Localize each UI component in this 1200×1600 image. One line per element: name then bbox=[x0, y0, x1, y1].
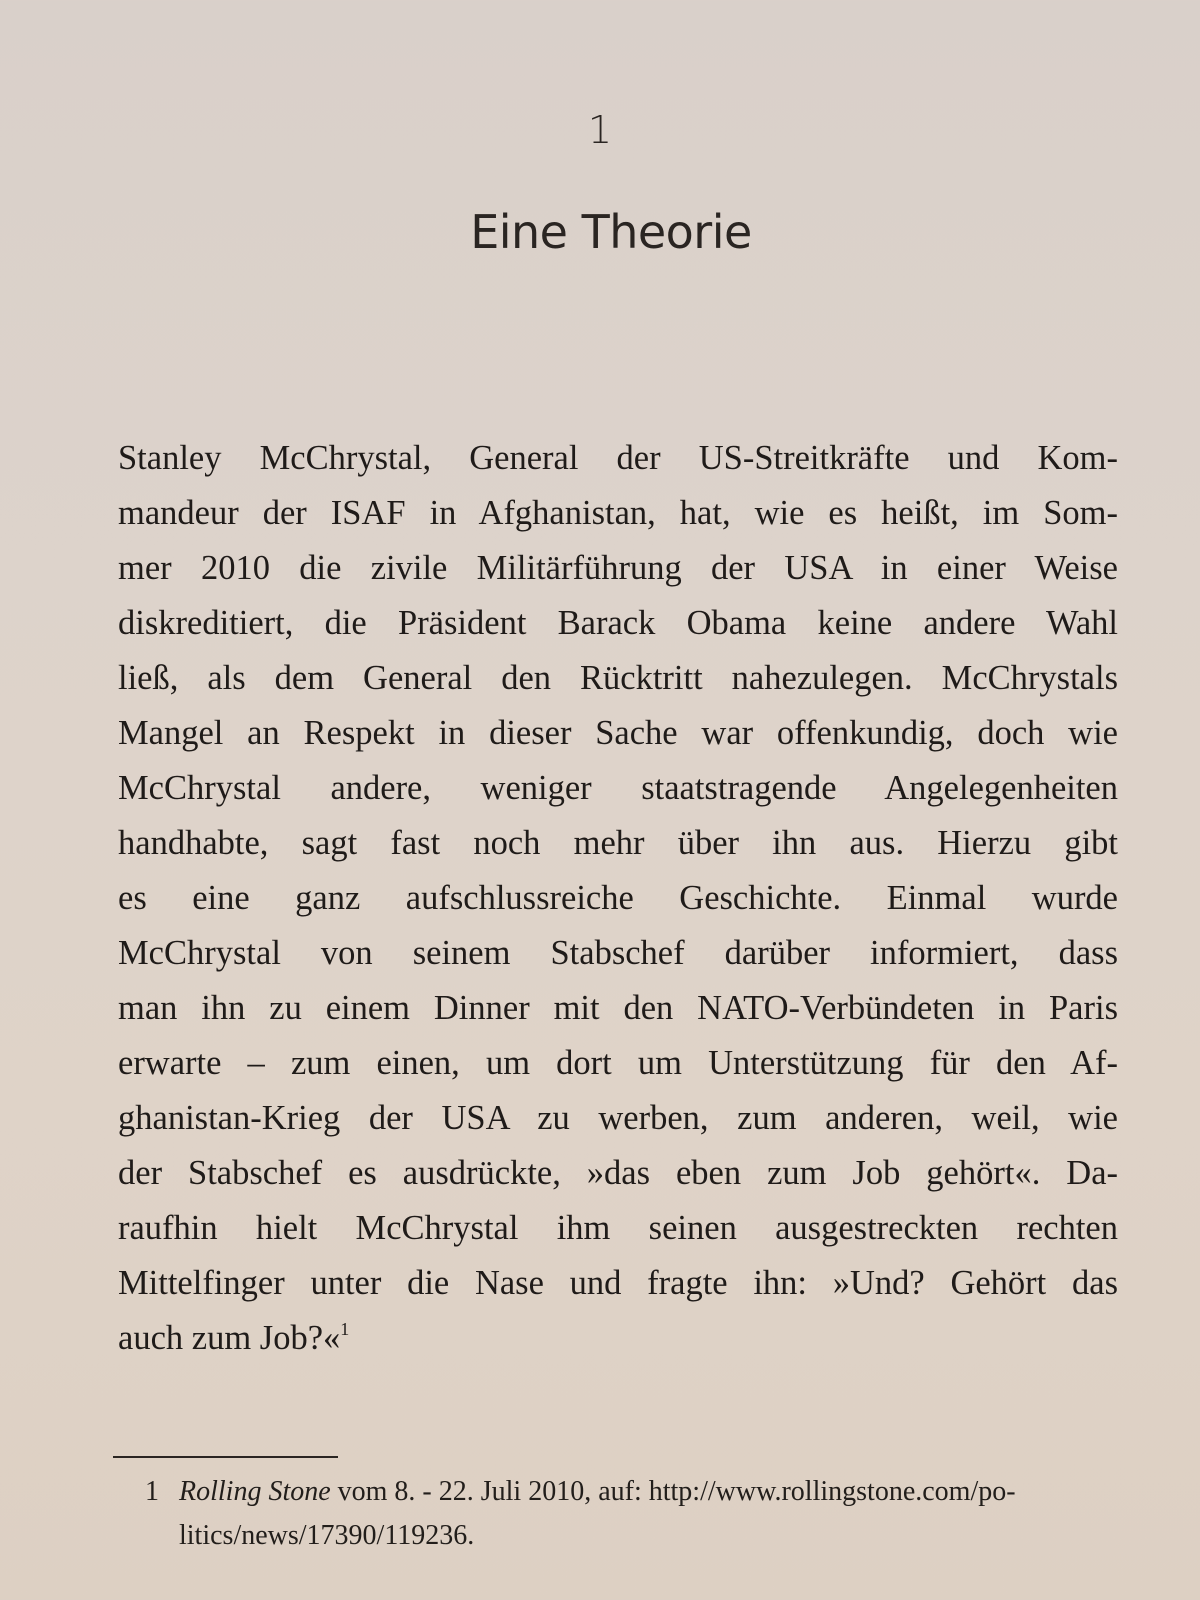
body-line: McChrystal von seinem Stabschef darüber informiert, dass bbox=[118, 934, 1118, 972]
body-line-last bbox=[118, 1311, 1118, 1366]
body-line: der Stabschef es ausdrückte, »das eben zum Job gehört«. Da- bbox=[118, 1154, 1118, 1192]
footnote-line bbox=[145, 1470, 1135, 1514]
body-line: Mangel an Respekt in dieser Sache war offenkundig, doch wie bbox=[118, 714, 1118, 752]
chapter-title: Eine Theorie bbox=[470, 205, 752, 259]
chapter-number: 1 bbox=[587, 108, 613, 152]
body-line: mer 2010 die zivile Militärführung der USA in einer Weise bbox=[118, 549, 1118, 587]
body-line: handhabte, sagt fast noch mehr über ihn aus. Hierzu gibt bbox=[118, 824, 1118, 862]
body-line: McChrystal andere, weniger staatstragende Angelegenheiten bbox=[118, 769, 1118, 807]
body-paragraph bbox=[118, 431, 1118, 1366]
body-line: man ihn zu einem Dinner mit den NATO-Verbündeten in Paris bbox=[118, 989, 1118, 1027]
footnote-number: 1 bbox=[145, 1476, 159, 1507]
footnote-source: Rolling Stone bbox=[179, 1476, 331, 1507]
body-line: Stanley McChrystal, General der US-Streitkräfte und Kom- bbox=[118, 439, 1118, 477]
body-line: raufhin hielt McChrystal ihm seinen ausgestreckten rechten bbox=[118, 1209, 1118, 1247]
body-line: mandeur der ISAF in Afghanistan, hat, wie es heißt, im Som- bbox=[118, 494, 1118, 532]
body-line: Mittelfinger unter die Nase und fragte ihn: »Und? Gehört das bbox=[118, 1264, 1118, 1302]
body-line: ghanistan-Krieg der USA zu werben, zum anderen, weil, wie bbox=[118, 1099, 1118, 1137]
footnote bbox=[145, 1470, 1135, 1558]
footnote-divider bbox=[113, 1456, 338, 1458]
footnote-reference[interactable]: 1 bbox=[340, 1319, 350, 1339]
body-line: diskreditiert, die Präsident Barack Obama keine andere Wahl bbox=[118, 604, 1118, 642]
footnote-text: vom 8. - 22. Juli 2010, auf: http://www.rollingstone.com/po- bbox=[330, 1476, 1016, 1507]
footnote-line-continued: litics/news/17390/119236. bbox=[179, 1520, 475, 1551]
body-line: erwarte – zum einen, um dort um Unterstützung für den Af- bbox=[118, 1044, 1118, 1082]
body-line: ließ, als dem General den Rücktritt nahezulegen. McChrystals bbox=[118, 659, 1118, 697]
body-line-text: auch zum Job?« bbox=[118, 1319, 341, 1357]
body-line: es eine ganz aufschlussreiche Geschichte. Einmal wurde bbox=[118, 879, 1118, 917]
